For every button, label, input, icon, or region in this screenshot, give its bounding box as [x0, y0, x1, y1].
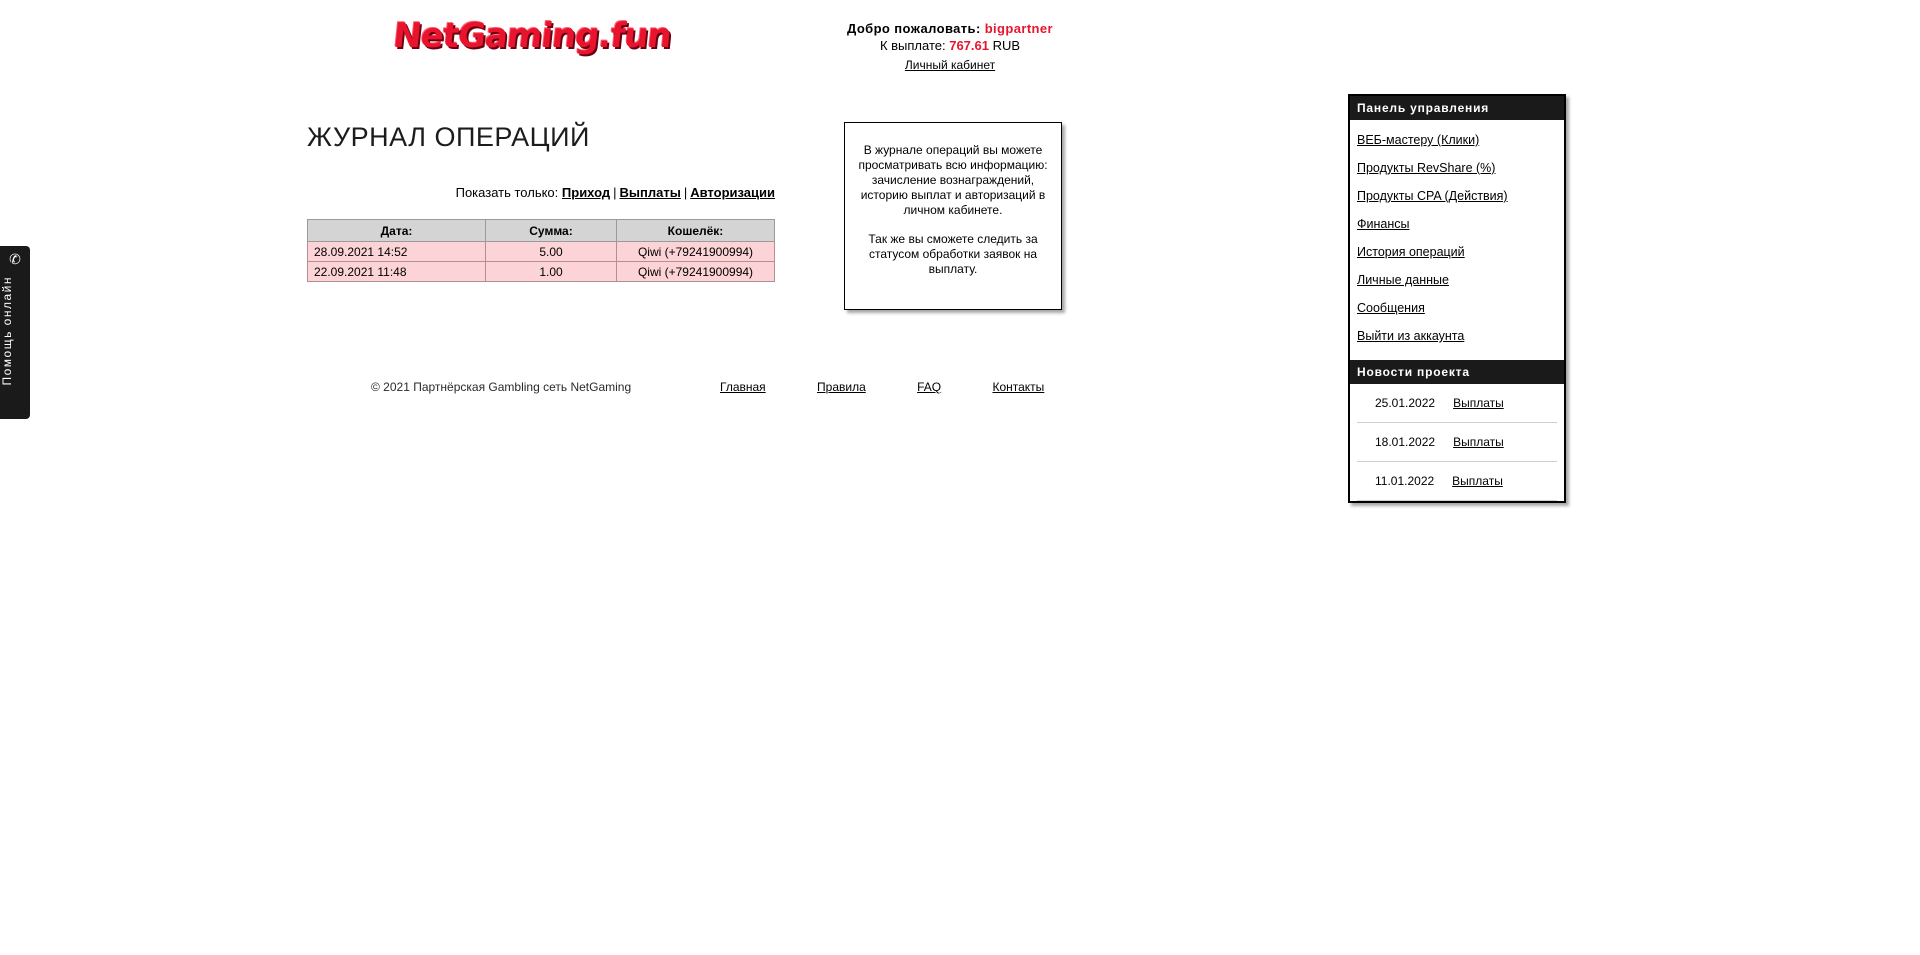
info-paragraph-2: Так же вы сможете следить за статусом обработки заявок на выплату. — [868, 232, 1038, 276]
column-header-date: Дата: — [308, 220, 486, 242]
table-header-row — [308, 220, 775, 242]
filter-separator-2: | — [683, 185, 688, 200]
help-online-label: Помощь онлайн — [0, 276, 14, 386]
cell-wallet: Qiwi (+79241900994) — [617, 242, 775, 262]
welcome-line — [790, 20, 1110, 37]
news-date: 11.01.2022 — [1375, 474, 1435, 488]
list-item — [1357, 462, 1557, 501]
control-panel-menu — [1350, 120, 1564, 360]
help-online-tab[interactable] — [0, 246, 30, 419]
sidebar-item-finances[interactable]: Финансы — [1357, 217, 1410, 231]
news-date: 25.01.2022 — [1375, 396, 1436, 410]
sidebar-item-operations-history[interactable]: История операций — [1357, 245, 1465, 259]
sidebar-item-messages[interactable]: Сообщения — [1357, 301, 1425, 315]
news-link[interactable]: Выплаты — [1453, 435, 1504, 449]
news-link[interactable]: Выплаты — [1453, 396, 1504, 410]
cell-amount: 5.00 — [486, 242, 617, 262]
payout-label: К выплате: — [879, 38, 946, 53]
footer-link-home[interactable]: Главная — [720, 380, 766, 394]
info-paragraph-1: В журнале операций вы можете просматривать всю информацию: зачисление вознаграждений, историю выплат и авторизаций в личном кабинете. — [858, 143, 1048, 217]
footer-nav — [720, 380, 1044, 394]
footer-link-faq[interactable]: FAQ — [917, 380, 942, 394]
column-header-wallet: Кошелёк: — [617, 220, 775, 242]
news-link[interactable]: Выплаты — [1452, 474, 1503, 488]
payout-amount: 767.61 — [949, 38, 989, 53]
table-row — [308, 262, 775, 282]
column-header-amount: Сумма: — [486, 220, 617, 242]
site-logo[interactable]: NetGaming.fun — [391, 16, 673, 56]
footer-link-contacts[interactable]: Контакты — [992, 380, 1045, 394]
personal-cabinet-link[interactable]: Личный кабинет — [904, 58, 996, 72]
username-value: bigpartner — [984, 21, 1053, 36]
cell-amount: 1.00 — [486, 262, 617, 282]
filter-separator-1: | — [613, 185, 617, 200]
table-row — [308, 242, 775, 262]
list-item — [1357, 423, 1557, 462]
payout-currency: RUB — [992, 38, 1021, 53]
welcome-prefix: Добро пожаловать: — [847, 21, 981, 36]
list-item — [1357, 384, 1557, 423]
filter-bar — [307, 185, 775, 200]
page-title: ЖУРНАЛ ОПЕРАЦИЙ — [307, 122, 590, 152]
right-panel — [1348, 94, 1566, 503]
news-date: 18.01.2022 — [1375, 435, 1436, 449]
sidebar-item-cpa-products[interactable]: Продукты CPA (Действия) — [1357, 189, 1508, 203]
headset-icon: ✆ — [9, 251, 21, 267]
filter-payouts-link[interactable]: Выплаты — [619, 185, 681, 200]
control-panel-header: Панель управления — [1350, 96, 1564, 120]
news-header: Новости проекта — [1350, 360, 1564, 384]
sidebar-item-webmaster-clicks[interactable]: ВЕБ-мастеру (Клики) — [1357, 133, 1480, 147]
news-list — [1350, 384, 1564, 501]
footer-link-rules[interactable]: Правила — [817, 380, 866, 394]
cell-wallet: Qiwi (+79241900994) — [617, 262, 775, 282]
filter-label: Показать только: — [455, 185, 559, 200]
sidebar-item-logout[interactable]: Выйти из аккаунта — [1357, 329, 1465, 343]
filter-auth-link[interactable]: Авторизации — [690, 185, 775, 200]
info-box — [844, 122, 1062, 310]
cell-date: 22.09.2021 11:48 — [308, 262, 486, 282]
operations-table — [307, 219, 775, 282]
cell-date: 28.09.2021 14:52 — [308, 242, 486, 262]
payout-line — [790, 37, 1110, 54]
sidebar-item-personal-data[interactable]: Личные данные — [1357, 273, 1449, 287]
copyright-text: © 2021 Партнёрская Gambling сеть NetGaming — [371, 380, 632, 394]
sidebar-item-revshare-products[interactable]: Продукты RevShare (%) — [1357, 161, 1496, 175]
account-summary — [790, 20, 1110, 74]
filter-income-link[interactable]: Приход — [561, 185, 611, 200]
